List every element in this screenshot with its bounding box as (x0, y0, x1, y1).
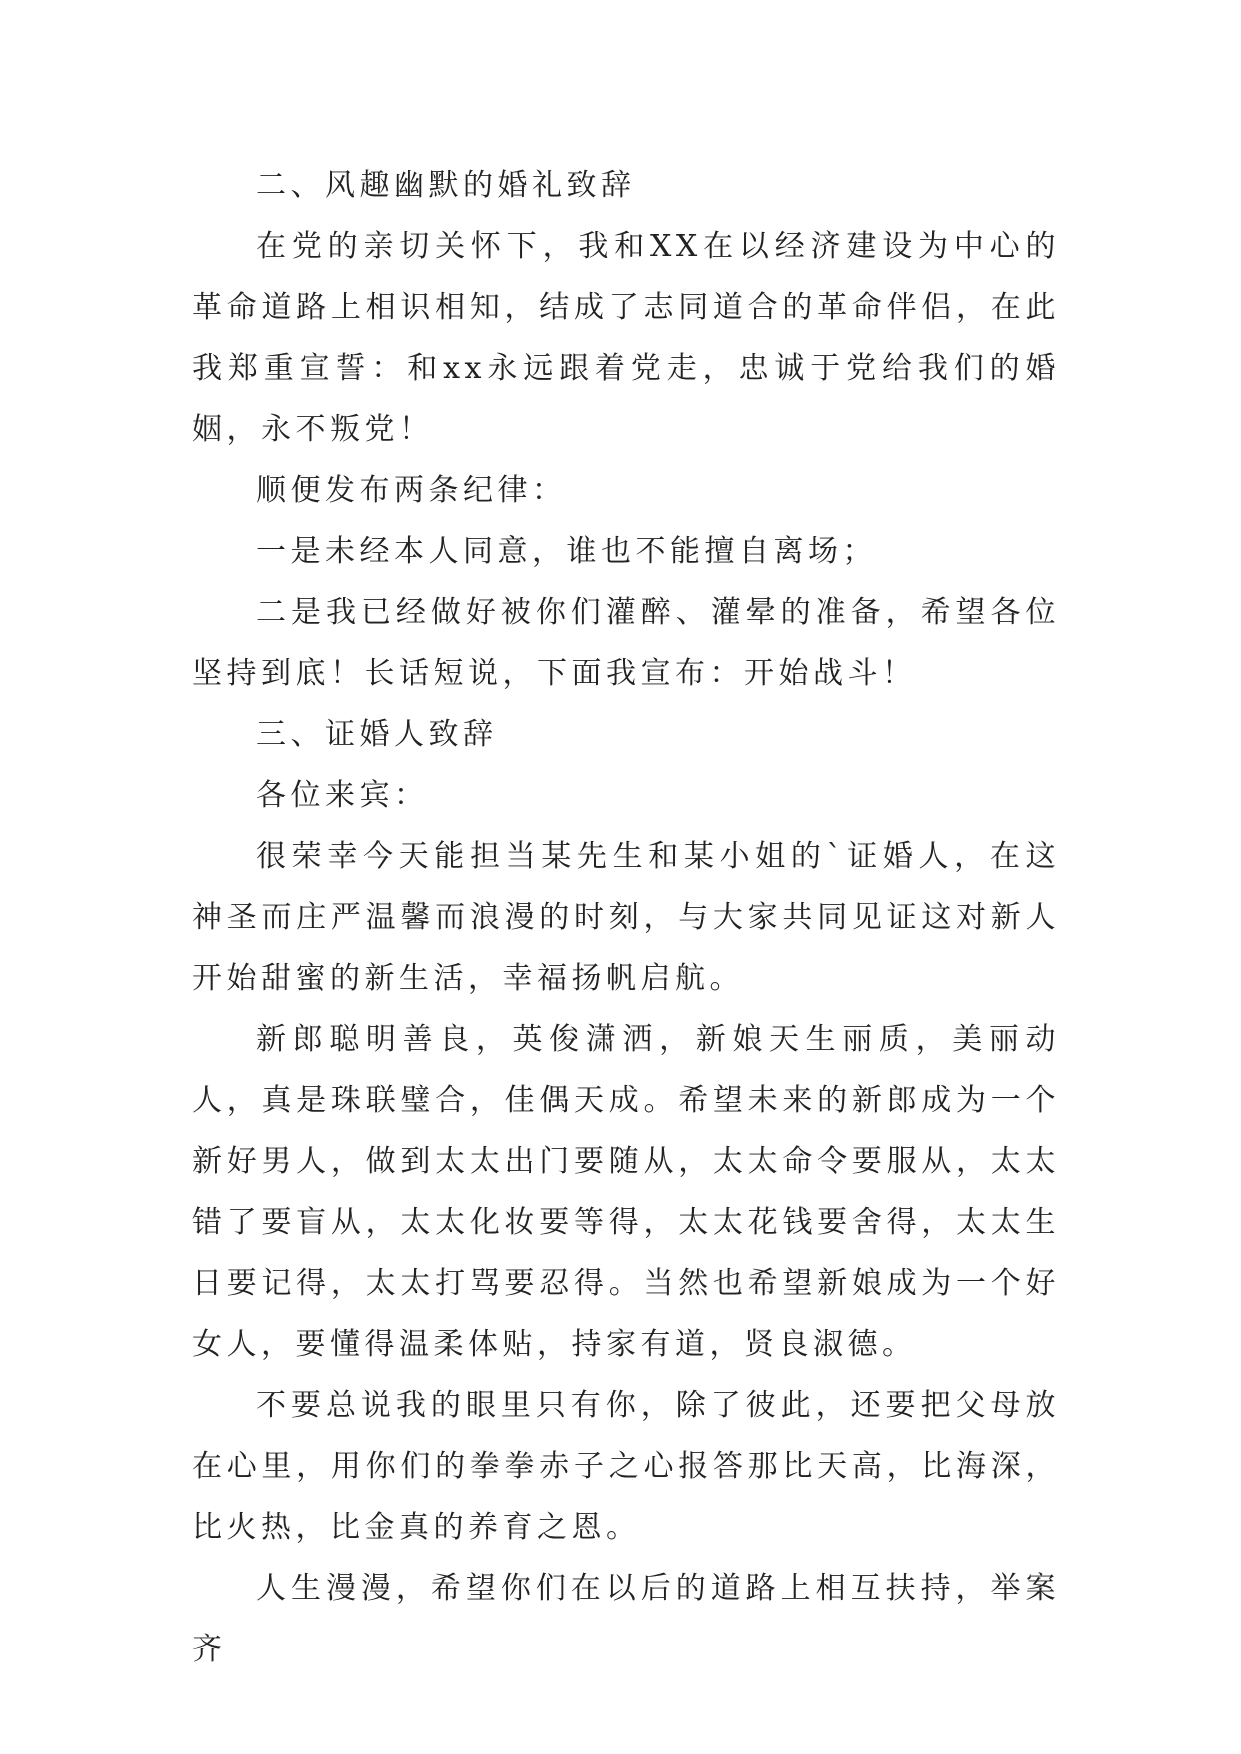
paragraph-couple-praise: 新郎聪明善良，英俊潇洒，新娘天生丽质，美丽动人，真是珠联璧合，佳偶天成。希望未来的新郎成为一个新好男人，做到太太出门要随从，太太命令要服从，太太错了要盲从，太太化妆要等得，太太花钱要舍得，太太生日要记得，太太打骂要忍得。当然也希望新娘成为一个好女人，要懂得温柔体贴，持家有道，贤良淑德。 (192, 1022, 1060, 1362)
paragraph-discipline-intro: 顺便发布两条纪律： (256, 473, 567, 508)
paragraph-discipline-one: 一是未经本人同意，谁也不能擅自离场； (256, 534, 877, 569)
paragraph-discipline-two: 二是我已经做好被你们灌醉、灌晕的准备，希望各位坚持到底！长话短说，下面我宣布：开始战斗！ (192, 595, 1060, 691)
paragraph-pledge: 在党的亲切关怀下，我和XX在以经济建设为中心的革命道路上相识相知，结成了志同道合的革命伴侣，在此我郑重宣誓：和xx永远跟着党走，忠诚于党给我们的婚姻，永不叛党！ (192, 229, 1060, 447)
paragraph-closing: 人生漫漫，希望你们在以后的道路上相互扶持，举案齐 (192, 1571, 1060, 1667)
paragraph-greeting: 各位来宾： (256, 778, 429, 813)
document-body (192, 155, 1060, 1680)
section-heading-officiant-speech: 三、证婚人致辞 (256, 717, 498, 752)
section-heading-humorous-speech: 二、风趣幽默的婚礼致辞 (256, 168, 636, 203)
paragraph-honor: 很荣幸今天能担当某先生和某小姐的`证婚人，在这神圣而庄严温馨而浪漫的时刻，与大家共同见证这对新人开始甜蜜的新生活，幸福扬帆启航。 (192, 839, 1060, 996)
paragraph-parents: 不要总说我的眼里只有你，除了彼此，还要把父母放在心里，用你们的拳拳赤子之心报答那比天高，比海深，比火热，比金真的养育之恩。 (192, 1388, 1060, 1545)
